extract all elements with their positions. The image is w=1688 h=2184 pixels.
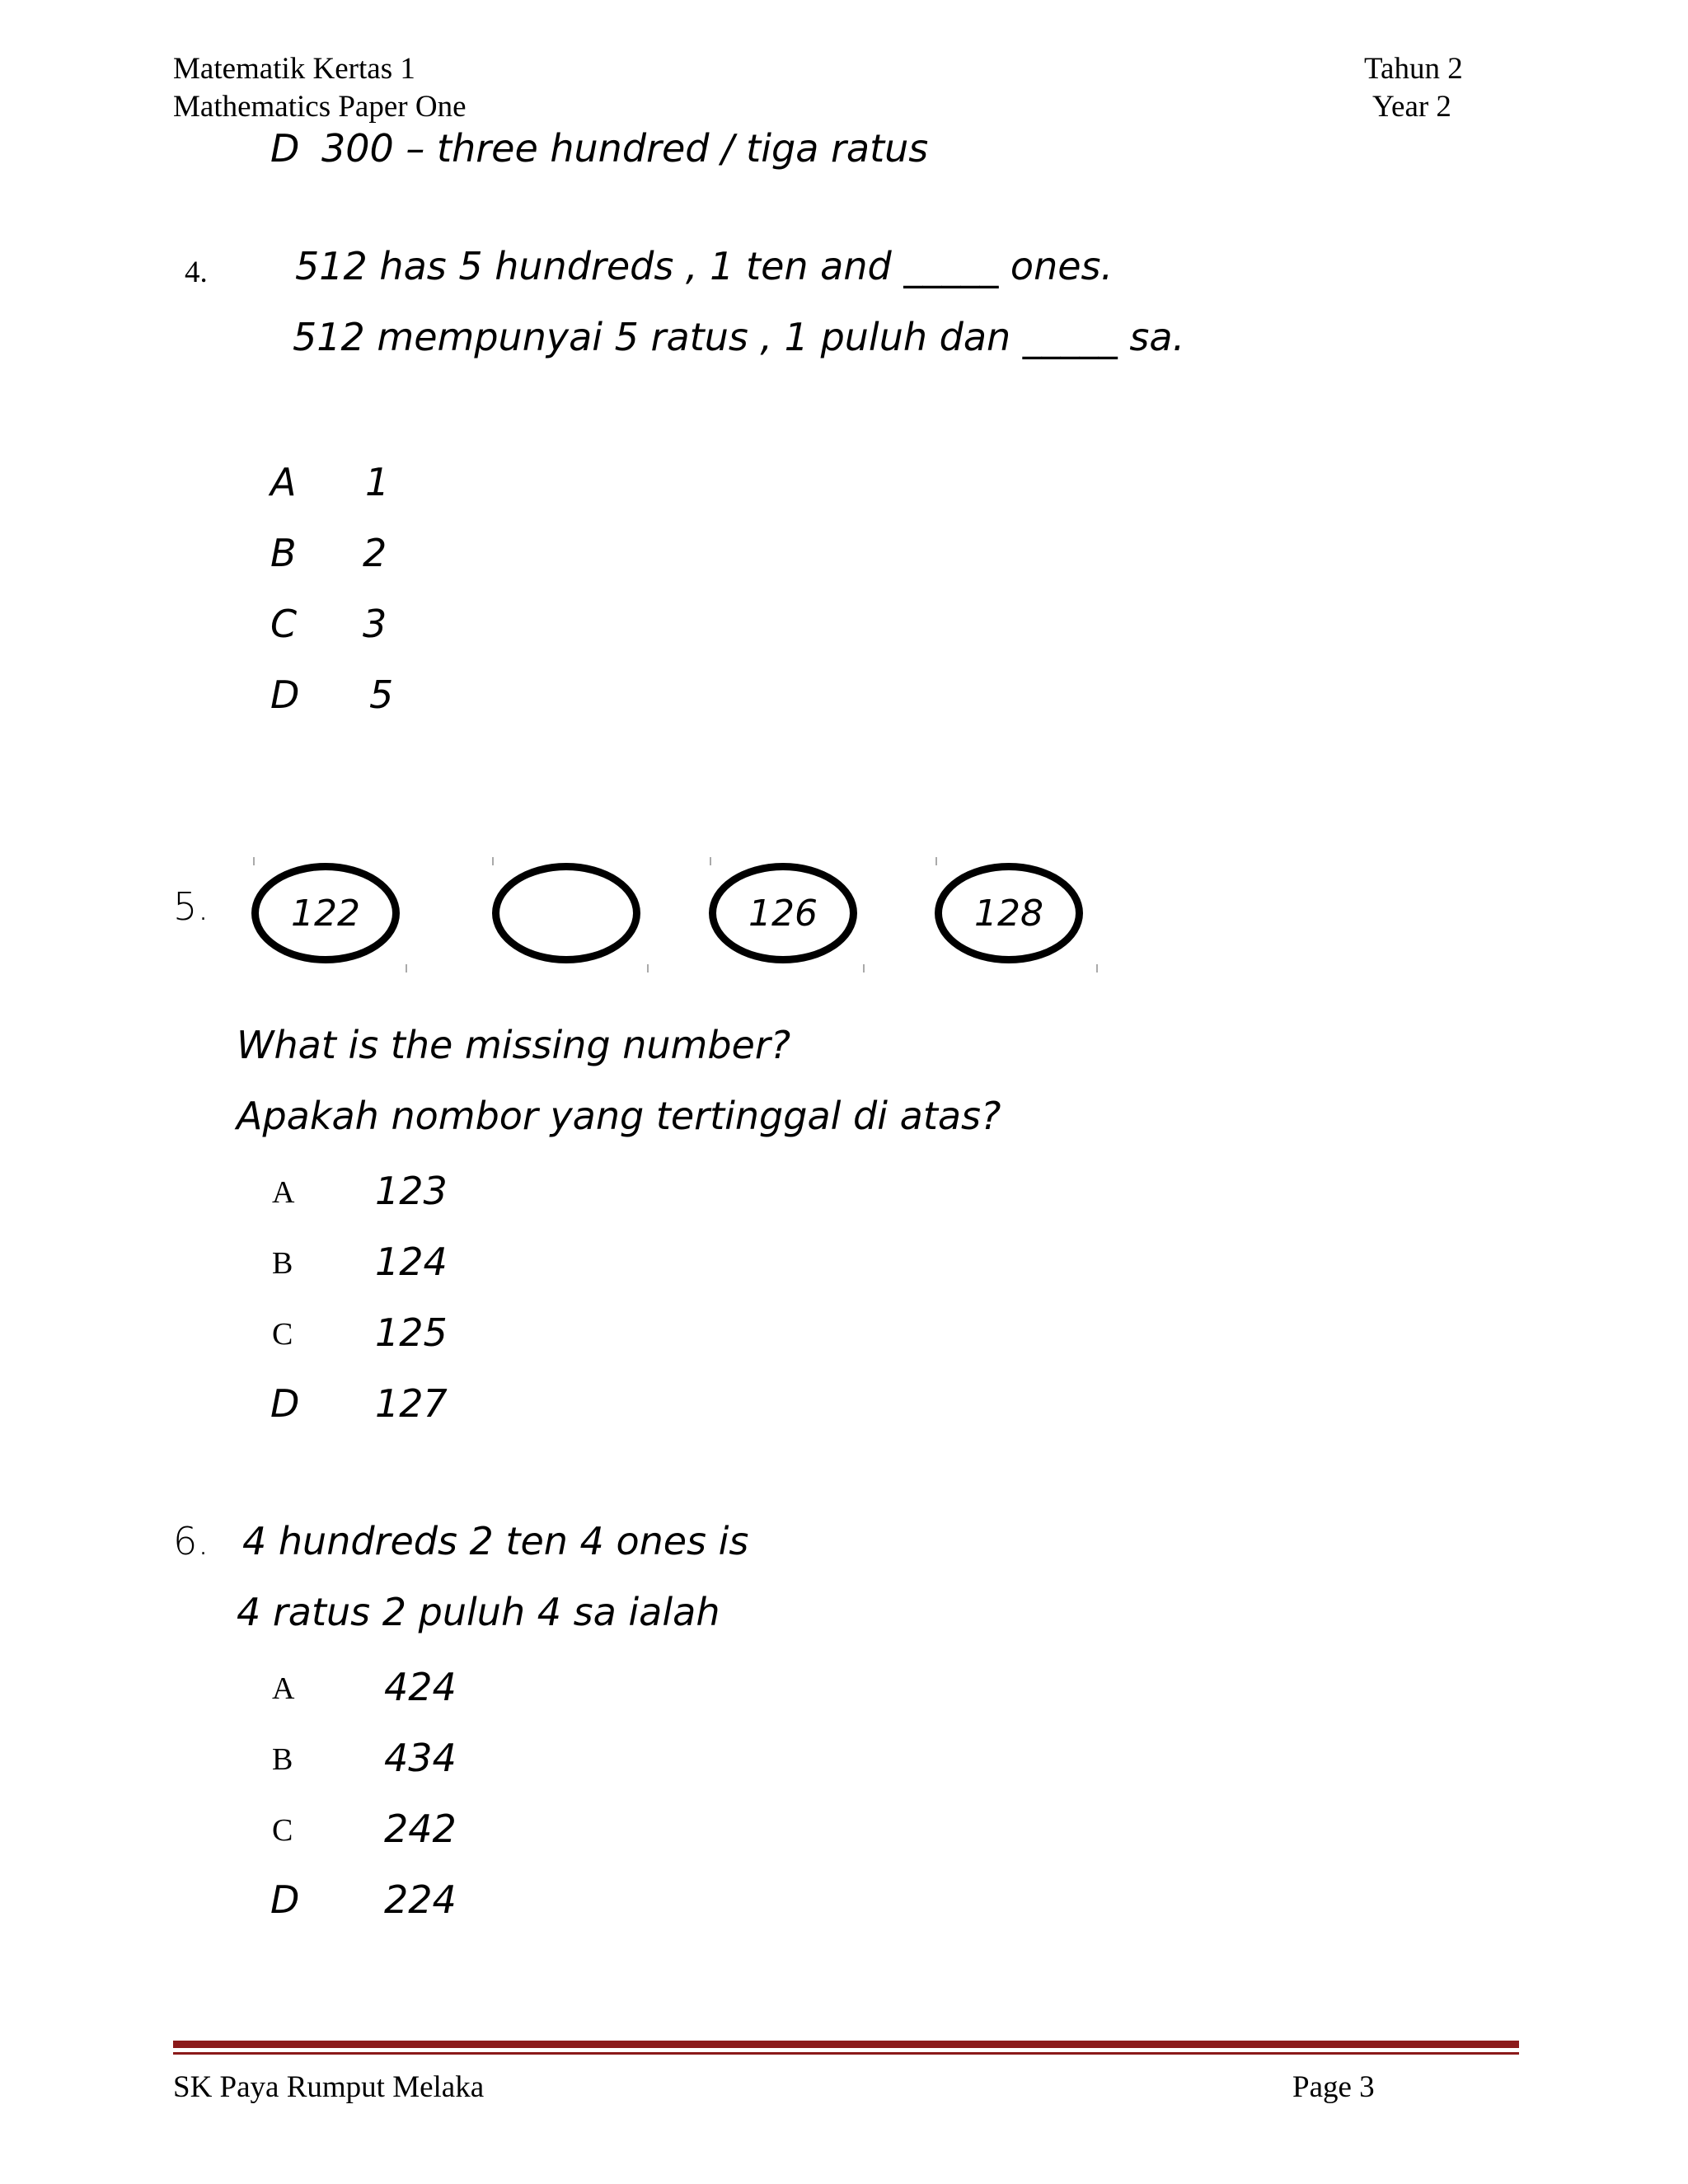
q4-option-value: 2 <box>363 531 387 575</box>
q5-option-value: 123 <box>375 1169 448 1213</box>
q4-option-letter: B <box>270 531 297 575</box>
q6-number: 6. <box>173 1519 209 1563</box>
prev-option-text: 300 – three hundred / tiga ratus <box>321 126 929 171</box>
header-year-en: Year 2 <box>1372 90 1451 124</box>
sequence-oval-value: 122 <box>291 892 360 935</box>
q4-question-en: 512 has 5 hundreds , 1 ten and _____ ones. <box>295 244 1114 288</box>
q4-option-value: 3 <box>363 602 387 646</box>
q5-option-letter: D <box>270 1381 300 1426</box>
sequence-oval <box>251 863 400 963</box>
q6-option-value: 242 <box>384 1807 457 1851</box>
q6-option-value: 424 <box>384 1665 457 1709</box>
q6-option-value: 434 <box>384 1736 457 1780</box>
q4-option-letter: D <box>270 673 300 717</box>
q4-option-value: 1 <box>365 460 390 504</box>
sequence-oval-value: 126 <box>748 892 818 935</box>
q6-option-letter: A <box>272 1671 295 1706</box>
q6-question-en: 4 hundreds 2 ten 4 ones is <box>242 1519 749 1563</box>
footer-rule <box>173 2041 1519 2048</box>
q6-option-letter: B <box>272 1742 293 1777</box>
header-subject-ms: Matematik Kertas 1 <box>173 52 415 86</box>
prev-option-letter: D <box>270 126 300 171</box>
q4-option-value: 5 <box>369 673 394 717</box>
footer-page-number: Page 3 <box>1292 2070 1375 2104</box>
q5-number: 5. <box>173 884 209 929</box>
sequence-oval-blank <box>492 863 640 963</box>
q6-question-ms: 4 ratus 2 puluh 4 sa ialah <box>237 1590 720 1634</box>
q6-option-letter: C <box>272 1813 293 1848</box>
q4-question-ms: 512 mempunyai 5 ratus , 1 puluh dan _____ sa. <box>293 315 1185 359</box>
q5-option-letter: A <box>272 1175 295 1210</box>
sequence-oval-value: 128 <box>974 892 1043 935</box>
q5-option-value: 124 <box>375 1240 448 1284</box>
q5-option-letter: C <box>272 1317 293 1352</box>
header-subject-en: Mathematics Paper One <box>173 90 467 124</box>
q6-option-letter: D <box>270 1877 300 1922</box>
footer-school: SK Paya Rumput Melaka <box>173 2070 485 2104</box>
q4-option-letter: C <box>270 602 298 646</box>
footer-rule-thin <box>173 2052 1519 2055</box>
q5-option-letter: B <box>272 1246 293 1281</box>
sequence-oval <box>935 863 1083 963</box>
q4-number: 4. <box>185 255 208 289</box>
q6-option-value: 224 <box>384 1877 457 1922</box>
q5-option-value: 127 <box>375 1381 448 1426</box>
q4-option-letter: A <box>270 460 297 504</box>
q5-question-en: What is the missing number? <box>237 1023 791 1067</box>
sequence-oval <box>709 863 857 963</box>
q5-option-value: 125 <box>375 1310 448 1355</box>
header-year-ms: Tahun 2 <box>1364 52 1463 86</box>
q5-question-ms: Apakah nombor yang tertinggal di atas? <box>237 1094 1001 1138</box>
